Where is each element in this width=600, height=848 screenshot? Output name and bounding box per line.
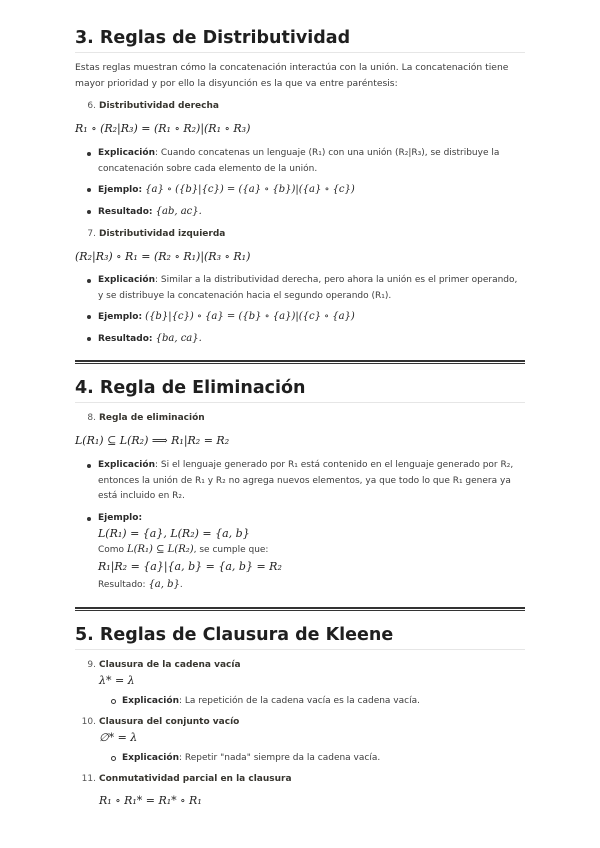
explicacion-label: Explicación bbox=[98, 148, 155, 158]
bullet-dot bbox=[87, 464, 91, 468]
explicacion-label: Explicación bbox=[98, 460, 155, 470]
bullet-circle bbox=[111, 756, 116, 761]
bullet-dot bbox=[87, 210, 91, 214]
section-3-intro: Estas reglas muestran cómo la concatenación interactúa con la unión. La concatenación tiene mayor prioridad y por ello la disyunción es la que va entre paréntesis: bbox=[75, 62, 509, 89]
ejemplo-line-2-post: , se cumple que: bbox=[193, 545, 269, 555]
bullet-list-9 bbox=[99, 694, 525, 710]
formula-clausura-cadena-vacia: λ* = λ bbox=[99, 674, 135, 687]
section-divider bbox=[75, 360, 525, 362]
explicacion-label: Explicación bbox=[122, 753, 179, 763]
explicacion-text: : Si el lenguaje generado por R₁ está contenido en el lenguaje generado por R₂, entonces la unión de R₁ y R₂ no agrega nuevos elementos, ya que todo lo que R₁ genera ya está incluido en R₂. bbox=[98, 460, 514, 501]
bullet-dot bbox=[87, 315, 91, 319]
ejemplo-line-2-pre: Como bbox=[98, 545, 127, 555]
list-item-9-heading bbox=[75, 660, 241, 670]
bullet-resultado: Resultado: {ba, ca}. bbox=[75, 331, 525, 348]
section-divider bbox=[75, 607, 525, 609]
bullet-dot bbox=[87, 517, 91, 521]
bullet-list-10 bbox=[99, 751, 525, 767]
section-3-heading: 3. Reglas de Distributividad bbox=[75, 28, 525, 53]
section-5-heading: 5. Reglas de Clausura de Kleene bbox=[75, 625, 525, 650]
ejemplo-formula: {a} ∘ ({b}|{c}) = ({a} ∘ {b})|({a} ∘ {c}) bbox=[145, 184, 355, 195]
resultado-label: Resultado bbox=[98, 333, 149, 344]
formula-conmutatividad-clausura: R₁ ∘ R₁* = R₁* ∘ R₁ bbox=[99, 794, 202, 807]
list-item-10-heading bbox=[75, 717, 239, 727]
formula-eliminacion: L(R₁) ⊆ L(R₂) ⟹ R₁|R₂ = R₂ bbox=[75, 434, 230, 447]
bullet-explicacion bbox=[75, 458, 525, 505]
list-number: 7. bbox=[87, 229, 96, 239]
ejemplo-line-1: L(R₁) = {a}, L(R₂) = {a, b} bbox=[98, 527, 250, 540]
list-number: 8. bbox=[87, 413, 96, 423]
list-number: 6. bbox=[87, 101, 96, 111]
resultado-period: . bbox=[179, 580, 183, 590]
list-label: Clausura del conjunto vacío bbox=[99, 717, 240, 727]
resultado-value: {ba, ca}. bbox=[155, 332, 202, 344]
formula-distributividad-izquierda: (R₂|R₃) ∘ R₁ = (R₂ ∘ R₁)|(R₃ ∘ R₁) bbox=[75, 250, 251, 263]
explicacion-label: Explicación bbox=[98, 275, 155, 285]
ejemplo-line-2 bbox=[98, 542, 525, 558]
ejemplo-formula: ({b}|{c}) ∘ {a} = ({b} ∘ {a})|({c} ∘ {a}) bbox=[145, 311, 355, 322]
resultado-label: Resultado bbox=[98, 206, 149, 217]
bullet-explicacion bbox=[75, 273, 525, 304]
bullet-ejemplo: Ejemplo: ({b}|{c}) ∘ {a} = ({b} ∘ {a})|({c} ∘ {a}) bbox=[75, 309, 525, 326]
explicacion-text: : Cuando concatenas un lenguaje (R₁) con una unión (R₂|R₃), se distribuye la concatenación sobre cada elemento de la unión. bbox=[98, 148, 500, 174]
bullet-dot bbox=[87, 152, 91, 156]
bullet-ejemplo: Ejemplo: {a} ∘ ({b}|{c}) = ({a} ∘ {b})|({a} ∘ {c}) bbox=[75, 182, 525, 199]
list-number: 11. bbox=[81, 774, 96, 784]
bullet-dot bbox=[87, 279, 91, 283]
bullet-circle bbox=[111, 699, 116, 704]
section-4-heading: 4. Regla de Eliminación bbox=[75, 378, 525, 403]
list-item-8-heading bbox=[75, 413, 205, 423]
bullet-list-8 bbox=[75, 458, 525, 595]
list-label: Clausura de la cadena vacía bbox=[99, 660, 241, 670]
ejemplo-label: Ejemplo bbox=[98, 312, 139, 322]
ejemplo-label: Ejemplo bbox=[98, 512, 139, 523]
bullet-explicacion bbox=[99, 751, 525, 767]
resultado-value: {a, b} bbox=[148, 579, 180, 590]
bullet-dot bbox=[87, 188, 91, 192]
list-label: Distributividad derecha bbox=[99, 101, 219, 111]
explicacion-text: : La repetición de la cadena vacía es la cadena vacía. bbox=[178, 696, 420, 706]
list-item-11-heading bbox=[75, 774, 292, 784]
bullet-resultado: Resultado: {ab, ac}. bbox=[75, 204, 525, 221]
bullet-list-6 bbox=[75, 146, 525, 220]
resultado-value: {ab, ac}. bbox=[155, 205, 202, 217]
ejemplo-line-2-math: L(R₁) ⊆ L(R₂) bbox=[126, 544, 194, 555]
list-label: Regla de eliminación bbox=[99, 413, 205, 423]
list-number: 10. bbox=[81, 717, 96, 727]
bullet-dot bbox=[87, 337, 91, 341]
ejemplo-line-3: R₁|R₂ = {a}|{a, b} = {a, b} = R₂ bbox=[98, 560, 282, 573]
ejemplo-label: Ejemplo bbox=[98, 185, 139, 195]
explicacion-label: Explicación bbox=[122, 696, 179, 706]
list-label: Conmutatividad parcial en la clausura bbox=[99, 774, 292, 784]
bullet-ejemplo: Ejemplo: L(R₁) = {a}, L(R₂) = {a, b} Como L(R₁) ⊆ L(R₂), se cumple que: R₁|R₂ = {a}|{a, b} = {a, b} = R₂ Resultado: {a, b}. bbox=[75, 511, 525, 596]
resultado-line bbox=[98, 575, 525, 595]
list-label: Distributividad izquierda bbox=[99, 229, 226, 239]
resultado-label: Resultado: bbox=[98, 580, 149, 590]
explicacion-text: : Similar a la distributividad derecha, pero ahora la unión es el primer operando, y se distribuye la concatenación hacia el segundo operando (R₁). bbox=[98, 275, 518, 301]
list-item-6-heading bbox=[75, 101, 219, 111]
bullet-list-7 bbox=[75, 273, 525, 347]
list-item-7-heading bbox=[75, 229, 225, 239]
formula-clausura-conjunto-vacio: ∅* = λ bbox=[99, 731, 138, 744]
bullet-explicacion bbox=[75, 146, 525, 177]
bullet-explicacion bbox=[99, 694, 525, 710]
formula-distributividad-derecha: R₁ ∘ (R₂|R₃) = (R₁ ∘ R₂)|(R₁ ∘ R₃) bbox=[75, 122, 251, 135]
list-number: 9. bbox=[87, 660, 96, 670]
explicacion-text: : Repetir "nada" siempre da la cadena vacía. bbox=[178, 753, 381, 763]
